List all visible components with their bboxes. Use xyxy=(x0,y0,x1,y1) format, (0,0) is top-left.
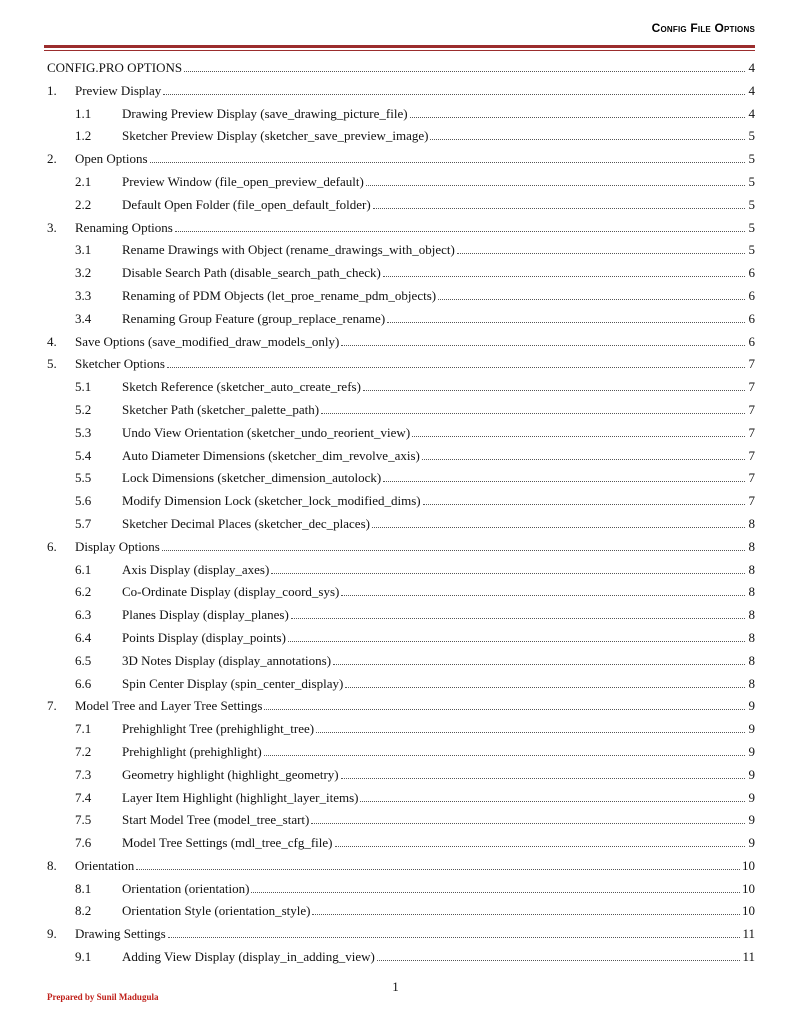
toc-dot-leader xyxy=(373,199,745,209)
toc-entry[interactable] xyxy=(47,467,755,490)
toc-dot-leader xyxy=(321,404,745,414)
toc-entry-number: 5. xyxy=(47,356,57,372)
toc-entry[interactable] xyxy=(47,764,755,787)
toc-entry-title: Display Options xyxy=(75,538,160,554)
toc-entry-title: Co-Ordinate Display (display_coord_sys) xyxy=(122,584,340,600)
toc-entry-title: Auto Diameter Dimensions (sketcher_dim_revolve_axis) xyxy=(122,447,420,463)
toc-entry[interactable] xyxy=(47,422,755,445)
toc-dot-leader xyxy=(291,609,745,619)
toc-entry[interactable] xyxy=(47,513,755,536)
toc-entry[interactable] xyxy=(47,741,755,764)
toc-dot-leader xyxy=(335,837,746,847)
toc-entry-number: 8. xyxy=(47,857,57,873)
toc-entry[interactable] xyxy=(47,399,755,422)
toc-entry-page: 8 xyxy=(748,675,755,691)
toc-entry-page: 7 xyxy=(748,493,755,509)
toc-dot-leader xyxy=(412,427,745,437)
toc-entry-page: 10 xyxy=(742,880,755,896)
toc-dot-leader xyxy=(311,814,745,824)
toc-entry-number: 7.4 xyxy=(75,789,92,805)
toc-dot-leader xyxy=(366,176,745,186)
toc-dot-leader xyxy=(377,951,741,961)
toc-entry[interactable] xyxy=(47,627,755,650)
toc-dot-leader xyxy=(251,883,740,893)
toc-entry[interactable] xyxy=(47,900,755,923)
toc-entry-page: 6 xyxy=(748,265,755,281)
toc-entry-number: 6.5 xyxy=(75,652,92,668)
toc-entry-page: 8 xyxy=(748,607,755,623)
toc-entry-page: 9 xyxy=(748,835,755,851)
toc-entry[interactable] xyxy=(47,308,755,331)
toc-entry[interactable] xyxy=(47,331,755,354)
toc-entry-page: 9 xyxy=(748,766,755,782)
toc-entry-page: 9 xyxy=(748,789,755,805)
toc-entry-title: Points Display (display_points) xyxy=(122,629,286,645)
toc-entry-title: Renaming Options xyxy=(75,219,173,235)
toc-entry[interactable] xyxy=(47,673,755,696)
toc-entry[interactable] xyxy=(47,171,755,194)
toc-dot-leader xyxy=(341,769,745,779)
toc-entry-page: 8 xyxy=(748,584,755,600)
toc-entry-title: Model Tree and Layer Tree Settings xyxy=(75,698,263,714)
toc-entry-page: 6 xyxy=(748,310,755,326)
toc-entry[interactable] xyxy=(47,194,755,217)
toc-entry-number: 7.3 xyxy=(75,766,92,782)
toc-entry-title: Preview Window (file_open_preview_default) xyxy=(122,173,364,189)
toc-entry-title: Spin Center Display (spin_center_display) xyxy=(122,675,344,691)
toc-entry-title: Geometry highlight (highlight_geometry) xyxy=(122,766,339,782)
toc-entry[interactable] xyxy=(47,809,755,832)
toc-entry[interactable] xyxy=(47,946,755,969)
toc-entry-title: Planes Display (display_planes) xyxy=(122,607,289,623)
toc-entry[interactable] xyxy=(47,262,755,285)
toc-entry-page: 6 xyxy=(748,287,755,303)
toc-entry-number: 5.6 xyxy=(75,493,92,509)
toc-entry-page: 5 xyxy=(748,242,755,258)
toc-dot-leader xyxy=(271,564,745,574)
toc-dot-leader xyxy=(163,85,745,95)
toc-entry-page: 11 xyxy=(742,926,755,942)
toc-entry-title: Sketcher Decimal Places (sketcher_dec_places) xyxy=(122,515,370,531)
toc-dot-leader xyxy=(457,244,745,254)
toc-dot-leader xyxy=(316,723,745,733)
toc-entry[interactable] xyxy=(47,125,755,148)
toc-entry-page: 11 xyxy=(742,949,755,965)
toc-entry-number: 1.1 xyxy=(75,105,92,121)
toc-entry[interactable] xyxy=(47,695,755,718)
toc-entry[interactable] xyxy=(47,536,755,559)
toc-entry-title: Save Options (save_modified_draw_models_only) xyxy=(75,333,340,349)
toc-entry-title: Model Tree Settings (mdl_tree_cfg_file) xyxy=(122,835,333,851)
toc-entry-number: 3.4 xyxy=(75,310,92,326)
toc-entry[interactable] xyxy=(47,80,755,103)
toc-entry[interactable] xyxy=(47,923,755,946)
toc-entry-title: Prehighlight (prehighlight) xyxy=(122,743,262,759)
toc-entry-title: CONFIG.PRO OPTIONS xyxy=(47,60,183,75)
toc-dot-leader xyxy=(341,336,745,346)
toc-dot-leader xyxy=(363,381,745,391)
toc-entry-page: 8 xyxy=(748,629,755,645)
toc-entry-number: 9. xyxy=(47,926,57,942)
toc-entry-number: 3.1 xyxy=(75,242,92,258)
toc-entry-title: Undo View Orientation (sketcher_undo_reorient_view) xyxy=(122,424,411,440)
toc-entry-number: 3.3 xyxy=(75,287,92,303)
toc-entry-page: 8 xyxy=(748,515,755,531)
toc-entry-number: 1.2 xyxy=(75,128,92,144)
toc-entry-title: Orientation (orientation) xyxy=(122,880,250,896)
toc-entry-page: 4 xyxy=(748,82,755,98)
toc-entry-number: 6.2 xyxy=(75,584,92,600)
toc-dot-leader xyxy=(423,495,745,505)
toc-entry[interactable] xyxy=(47,832,755,855)
toc-entry-page: 10 xyxy=(742,857,755,873)
toc-entry-number: 5.4 xyxy=(75,447,92,463)
toc-entry-title: Start Model Tree (model_tree_start) xyxy=(122,812,310,828)
toc-entry-page: 7 xyxy=(748,424,755,440)
toc-entry-title: Default Open Folder (file_open_default_folder) xyxy=(122,196,371,212)
toc-entry-page: 4 xyxy=(748,105,755,121)
toc-entry[interactable] xyxy=(47,559,755,582)
toc-entry[interactable] xyxy=(47,855,755,878)
toc-entry-number: 7.1 xyxy=(75,721,92,737)
toc-dot-leader xyxy=(372,518,745,528)
toc-entry-number: 7.5 xyxy=(75,812,92,828)
toc-entry-page: 7 xyxy=(748,470,755,486)
toc-dot-leader xyxy=(264,746,745,756)
toc-entry-page: 7 xyxy=(748,401,755,417)
toc-entry-number: 6.1 xyxy=(75,561,92,577)
toc-entry-page: 9 xyxy=(748,721,755,737)
toc-entry[interactable] xyxy=(47,650,755,673)
toc-dot-leader xyxy=(387,313,745,323)
toc-dot-leader xyxy=(341,586,745,596)
toc-entry-number: 5.7 xyxy=(75,515,92,531)
toc-dot-leader xyxy=(430,130,745,140)
toc-dot-leader xyxy=(150,153,745,163)
toc-entry[interactable] xyxy=(47,581,755,604)
toc-entry-title: Modify Dimension Lock (sketcher_lock_modified_dims) xyxy=(122,493,421,509)
toc-entry-page: 9 xyxy=(748,812,755,828)
toc-entry[interactable] xyxy=(47,103,755,126)
toc-entry[interactable] xyxy=(47,878,755,901)
toc-entry[interactable] xyxy=(47,376,755,399)
toc-entry-number: 6.3 xyxy=(75,607,92,623)
toc-entry-number: 1. xyxy=(47,82,57,98)
toc-entry-number: 2.1 xyxy=(75,173,92,189)
toc-dot-leader xyxy=(333,655,745,665)
toc-dot-leader xyxy=(175,222,745,232)
toc-entry-number: 2. xyxy=(47,151,57,167)
toc-entry[interactable] xyxy=(47,57,755,80)
toc-entry-title: Rename Drawings with Object (rename_drawings_with_object) xyxy=(122,242,455,258)
toc-entry[interactable] xyxy=(47,239,755,262)
toc-entry-page: 5 xyxy=(748,173,755,189)
toc-entry-title: Renaming of PDM Objects (let_proe_rename_pdm_objects) xyxy=(122,287,437,303)
toc-entry-page: 5 xyxy=(748,151,755,167)
toc-entry-page: 9 xyxy=(748,698,755,714)
toc-entry-number: 7.6 xyxy=(75,835,92,851)
toc-dot-leader xyxy=(438,290,745,300)
toc-entry-title: Sketcher Path (sketcher_palette_path) xyxy=(122,401,320,417)
toc-entry-number: 5.1 xyxy=(75,379,92,395)
toc-entry[interactable] xyxy=(47,787,755,810)
toc-dot-leader xyxy=(167,358,745,368)
toc-entry-title: Open Options xyxy=(75,151,148,167)
toc-entry-page: 8 xyxy=(748,652,755,668)
toc-entry-number: 6.4 xyxy=(75,629,92,645)
toc-entry-number: 7. xyxy=(47,698,57,714)
toc-entry-page: 5 xyxy=(748,196,755,212)
toc-entry[interactable] xyxy=(47,217,755,240)
toc-entry-page: 7 xyxy=(748,356,755,372)
toc-entry-page: 4 xyxy=(748,60,755,75)
toc-entry-page: 8 xyxy=(748,538,755,554)
toc-entry[interactable] xyxy=(47,285,755,308)
toc-entry-title: Adding View Display (display_in_adding_view) xyxy=(122,949,375,965)
toc-dot-leader xyxy=(136,860,740,870)
toc-entry-title: Preview Display xyxy=(75,82,162,98)
toc-entry-page: 5 xyxy=(748,219,755,235)
toc-entry-title: Sketcher Options xyxy=(75,356,165,372)
toc-entry[interactable] xyxy=(47,718,755,741)
header-rule-thin xyxy=(44,50,755,51)
toc-entry-title: Axis Display (display_axes) xyxy=(122,561,270,577)
toc-entry-title: Disable Search Path (disable_search_path_check) xyxy=(122,265,381,281)
toc-dot-leader xyxy=(288,632,745,642)
toc-entry-title: Orientation xyxy=(75,857,135,873)
toc-dot-leader xyxy=(345,678,745,688)
toc-entry-title: Orientation Style (orientation_style) xyxy=(122,903,311,919)
toc-entry-title: Drawing Settings xyxy=(75,926,166,942)
toc-dot-leader xyxy=(168,928,741,938)
toc-entry-number: 4. xyxy=(47,333,57,349)
toc-entry-page: 8 xyxy=(748,561,755,577)
toc-dot-leader xyxy=(184,62,745,72)
toc-entry[interactable] xyxy=(47,445,755,468)
toc-dot-leader xyxy=(422,450,745,460)
toc-entry-number: 3. xyxy=(47,219,57,235)
toc-entry-number: 6. xyxy=(47,538,57,554)
toc-dot-leader xyxy=(264,700,745,710)
toc-entry-title: 3D Notes Display (display_annotations) xyxy=(122,652,332,668)
toc-entry-number: 6.6 xyxy=(75,675,92,691)
toc-entry[interactable] xyxy=(47,490,755,513)
toc-entry-number: 5.3 xyxy=(75,424,92,440)
toc-entry-page: 6 xyxy=(748,333,755,349)
table-of-contents xyxy=(47,57,755,969)
toc-entry-number: 7.2 xyxy=(75,743,92,759)
toc-entry-page: 10 xyxy=(742,903,755,919)
header-rule-thick xyxy=(44,45,755,48)
toc-entry-title: Prehighlight Tree (prehighlight_tree) xyxy=(122,721,315,737)
toc-entry-title: Lock Dimensions (sketcher_dimension_autolock) xyxy=(122,470,382,486)
toc-dot-leader xyxy=(360,792,745,802)
toc-dot-leader xyxy=(383,472,745,482)
toc-entry-title: Sketcher Preview Display (sketcher_save_preview_image) xyxy=(122,128,429,144)
running-header: Config File Options xyxy=(651,21,755,35)
toc-entry-title: Sketch Reference (sketcher_auto_create_refs) xyxy=(122,379,361,395)
toc-entry-number: 9.1 xyxy=(75,949,92,965)
toc-entry-page: 7 xyxy=(748,447,755,463)
footer-author: Prepared by Sunil Madugula xyxy=(47,992,159,1002)
toc-entry[interactable] xyxy=(47,353,755,376)
toc-entry-number: 8.2 xyxy=(75,903,92,919)
toc-entry-number: 3.2 xyxy=(75,265,92,281)
toc-entry-number: 5.2 xyxy=(75,401,92,417)
toc-dot-leader xyxy=(410,108,745,118)
toc-entry-page: 7 xyxy=(748,379,755,395)
toc-entry[interactable] xyxy=(47,604,755,627)
toc-entry-number: 8.1 xyxy=(75,880,92,896)
page-number: 1 xyxy=(392,979,399,994)
toc-entry[interactable] xyxy=(47,148,755,171)
toc-entry-page: 5 xyxy=(748,128,755,144)
toc-entry-title: Layer Item Highlight (highlight_layer_items) xyxy=(122,789,359,805)
toc-entry-title: Drawing Preview Display (save_drawing_picture_file) xyxy=(122,105,408,121)
toc-dot-leader xyxy=(383,267,745,277)
toc-entry-number: 5.5 xyxy=(75,470,92,486)
toc-dot-leader xyxy=(312,905,740,915)
toc-entry-title: Renaming Group Feature (group_replace_rename) xyxy=(122,310,386,326)
toc-entry-number: 2.2 xyxy=(75,196,92,212)
toc-entry-page: 9 xyxy=(748,743,755,759)
toc-dot-leader xyxy=(162,541,745,551)
